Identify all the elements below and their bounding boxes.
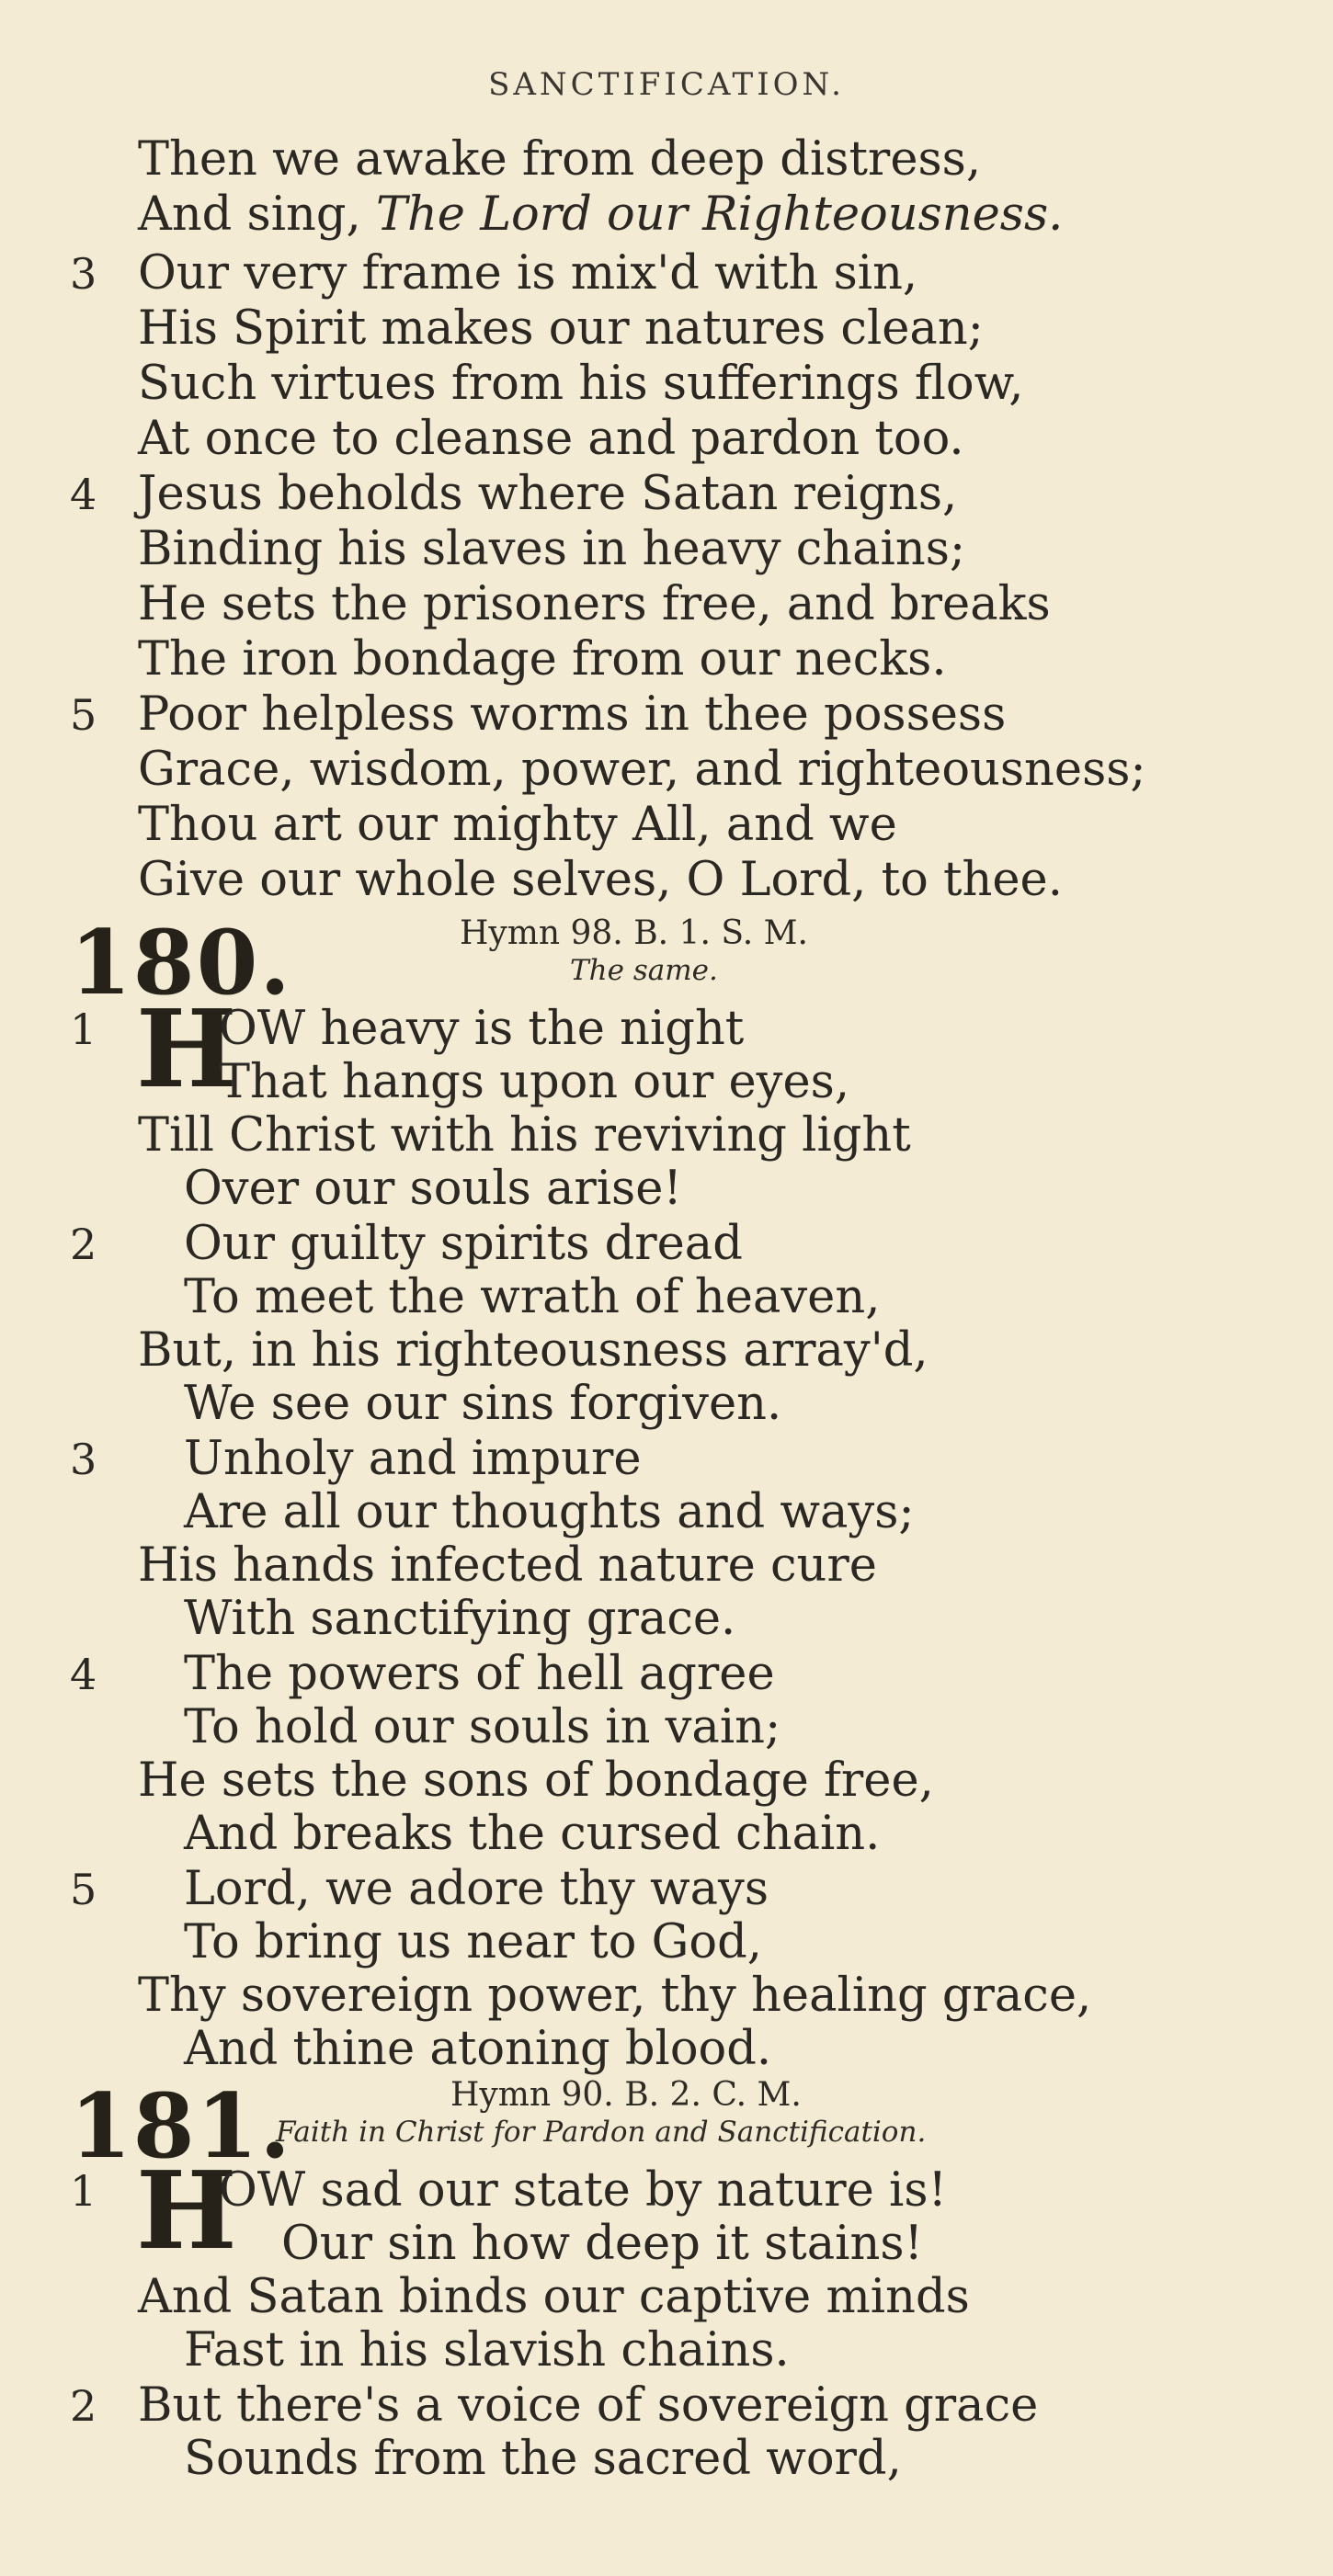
verse-line: At once to cleanse and pardon too. [138, 412, 964, 466]
verse-line: And thine atoning blood. [184, 2022, 772, 2076]
verse-line: Then we awake from deep distress, [138, 132, 982, 187]
verse-number: 5 [70, 690, 97, 740]
verse-line: And breaks the cursed chain. [184, 1807, 881, 1861]
drop-cap: H [136, 2149, 237, 2274]
verse-line: The powers of hell agree [184, 1647, 775, 1701]
verse-line: But, in his righteousness array'd, [138, 1323, 929, 1378]
verse-line: His hands infected nature cure [138, 1538, 877, 1593]
verse-line: Such virtues from his sufferings flow, [138, 357, 1024, 411]
hymn-number: 181. [70, 2074, 292, 2178]
verse-number: 4 [70, 470, 97, 519]
verse-line: But there's a voice of sovereign grace [138, 2378, 1039, 2433]
verse-line: Jesus beholds where Satan reigns, [138, 467, 958, 521]
verse-line: To meet the wrath of heaven, [184, 1270, 881, 1324]
drop-cap: H [136, 987, 237, 1112]
verse-number: 2 [70, 2381, 97, 2431]
verse-line: Our guilty spirits dread [184, 1217, 743, 1271]
verse-line: With sanctifying grace. [184, 1592, 736, 1646]
hymn-number: 180. [70, 911, 292, 1015]
verse-line: To hold our souls in vain; [184, 1700, 781, 1754]
verse-line: Sounds from the sacred word, [184, 2432, 902, 2486]
verse-line: Our sin how deep it stains! [281, 2217, 923, 2271]
verse-line: Unholy and impure [184, 1432, 642, 1486]
verse-line: Are all our thoughts and ways; [184, 1485, 915, 1539]
verse-number: 5 [70, 1865, 97, 1914]
running-head: SANCTIFICATION. [488, 66, 845, 103]
verse-line-italic: The Lord our Righteousness. [375, 187, 1064, 242]
verse-line: His Spirit makes our natures clean; [138, 301, 984, 356]
verse-line: Lord, we adore thy ways [184, 1862, 769, 1916]
verse-line: That hangs upon our eyes, [219, 1055, 850, 1109]
verse-number: 2 [70, 1220, 97, 1269]
verse-line: Thou art our mighty All, and we [138, 798, 897, 852]
hymn-subtitle: Faith in Christ for Pardon and Sanctification. [276, 2116, 927, 2149]
verse-number: 1 [70, 2166, 97, 2216]
verse-line: Over our souls arise! [184, 1162, 682, 1216]
verse-line: OW heavy is the night [219, 1002, 745, 1056]
verse-line: And Satan binds our captive minds [138, 2270, 970, 2324]
verse-number: 1 [70, 1004, 97, 1054]
verse-line: He sets the prisoners free, and breaks [138, 577, 1051, 631]
verse-line: Thy sovereign power, thy healing grace, [138, 1969, 1092, 2023]
verse-line: Grace, wisdom, power, and righteousness; [138, 743, 1146, 797]
verse-line: Poor helpless worms in thee possess [138, 687, 1007, 742]
verse-line-plain: And sing, [138, 187, 376, 242]
verse-line: Binding his slaves in heavy chains; [138, 522, 966, 576]
verse-line: The iron bondage from our necks. [138, 632, 947, 687]
hymn-meter: Hymn 90. B. 2. C. M. [450, 2076, 802, 2114]
verse-line: He sets the sons of bondage free, [138, 1753, 934, 1808]
hymn-meter: Hymn 98. B. 1. S. M. [460, 914, 808, 952]
verse-number: 4 [70, 1650, 97, 1699]
verse-line: Give our whole selves, O Lord, to thee. [138, 853, 1063, 907]
verse-line: We see our sins forgiven. [184, 1377, 782, 1431]
verse-line: To bring us near to God, [184, 1915, 762, 1969]
verse-number: 3 [70, 249, 97, 299]
hymn-subtitle: The same. [570, 954, 718, 987]
verse-line: Fast in his slavish chains. [184, 2323, 790, 2377]
verse-number: 3 [70, 1435, 97, 1484]
verse-line: Till Christ with his reviving light [138, 1108, 911, 1163]
verse-line [138, 189, 1063, 241]
verse-line: Our very frame is mix'd with sin, [138, 246, 918, 301]
verse-line: OW sad our state by nature is! [219, 2163, 947, 2218]
